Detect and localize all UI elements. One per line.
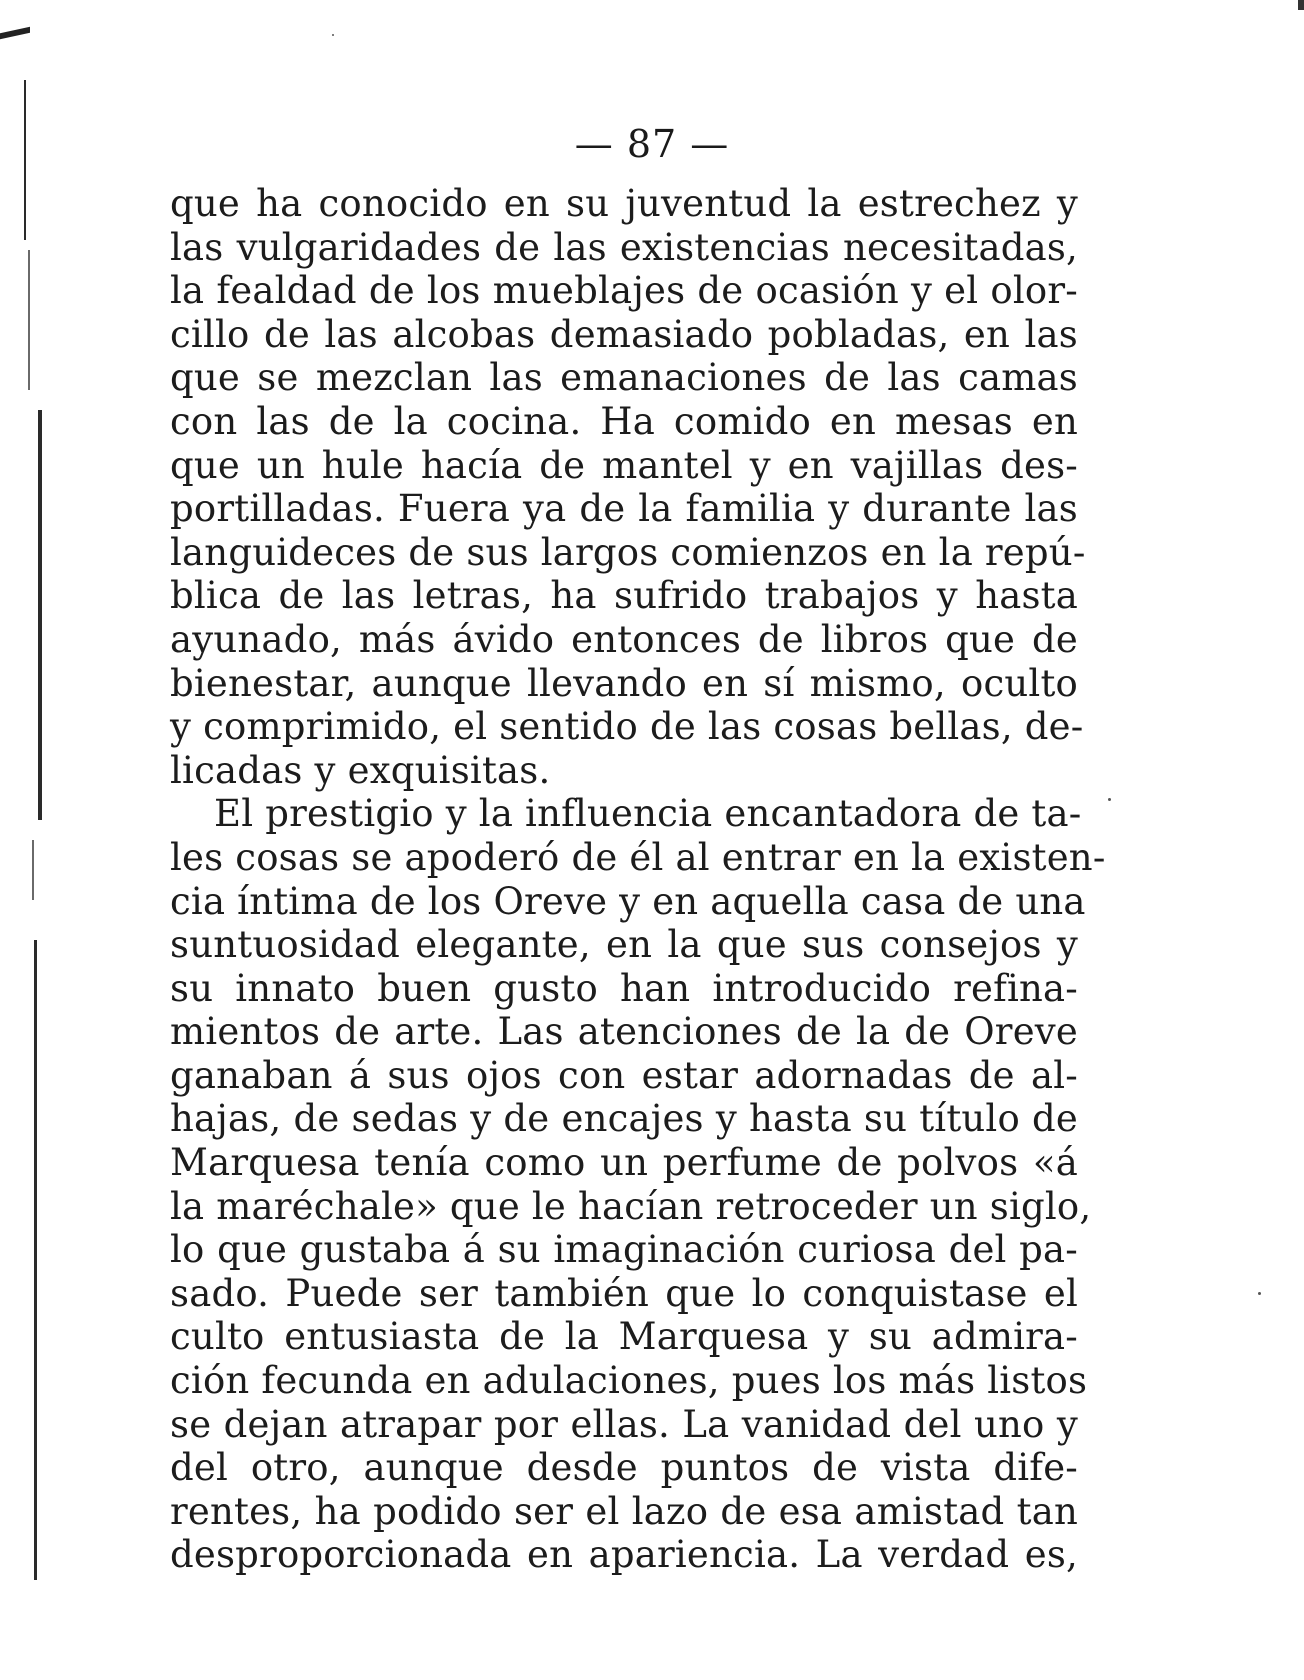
text-line: ción fecunda en adulaciones, pues los más listos xyxy=(170,1359,1088,1403)
text-line: ganaban á sus ojos con estar adornadas de al- xyxy=(170,1053,1078,1097)
text-line: la fealdad de los mueblajes de ocasión y el olor- xyxy=(170,269,1078,313)
text-line: lo que gustaba á su imaginación curiosa del pa- xyxy=(170,1228,1078,1272)
text-line: del otro, aunque desde puntos de vista dife- xyxy=(170,1446,1078,1490)
text-line: portilladas. Fuera ya de la familia y durante las xyxy=(170,487,1078,531)
text-line: mientos de arte. Las atenciones de la de Oreve xyxy=(170,1010,1078,1054)
dust-speck xyxy=(1258,1292,1261,1295)
scan-corner-mark xyxy=(0,27,30,39)
text-line: bienestar, aunque llevando en sí mismo, oculto xyxy=(170,661,1078,705)
dust-speck xyxy=(332,34,334,36)
text-line: se dejan atrapar por ellas. La vanidad del uno y xyxy=(170,1402,1078,1446)
scan-corner-mark-right xyxy=(1298,0,1304,10)
text-line: languideces de sus largos comienzos en la repú- xyxy=(170,530,1086,574)
body-text xyxy=(170,182,1106,1577)
dust-speck xyxy=(1108,798,1111,801)
text-line: suntuosidad elegante, en la que sus consejos y xyxy=(170,923,1078,967)
text-line: que un hule hacía de mantel y en vajillas des- xyxy=(170,443,1078,487)
text-line: rentes, ha podido ser el lazo de esa amistad tan xyxy=(170,1489,1078,1533)
text-line: licadas y exquisitas. xyxy=(170,748,551,792)
text-line: su innato buen gusto han introducido refina- xyxy=(170,966,1078,1010)
binding-edge xyxy=(18,80,48,1620)
text-line: culto entusiasta de la Marquesa y su admira- xyxy=(170,1315,1078,1359)
binding-speck xyxy=(32,840,34,900)
text-line: les cosas se apoderó de él al entrar en la existen- xyxy=(170,835,1106,879)
binding-stroke xyxy=(34,940,37,1580)
text-line: sado. Puede ser también que lo conquistase el xyxy=(170,1271,1078,1315)
text-line: que ha conocido en su juventud la estrechez y xyxy=(170,182,1078,225)
text-line: con las de la cocina. Ha comido en mesas en xyxy=(170,399,1078,443)
page-number: — 87 — xyxy=(574,122,730,166)
text-line: que se mezclan las emanaciones de las camas xyxy=(170,356,1078,400)
text-line: ayunado, más ávido entonces de libros que de xyxy=(170,617,1078,661)
text-line: las vulgaridades de las existencias necesitadas, xyxy=(170,225,1078,269)
binding-speck xyxy=(28,250,30,390)
text-line: cillo de las alcobas demasiado pobladas, en las xyxy=(170,312,1078,356)
text-line: cia íntima de los Oreve y en aquella casa de una xyxy=(170,879,1086,923)
text-line: blica de las letras, ha sufrido trabajos y hasta xyxy=(170,574,1078,618)
text-line: desproporcionada en apariencia. La verdad es, xyxy=(170,1533,1078,1577)
text-line: hajas, de sedas y de encajes y hasta su título de xyxy=(170,1097,1078,1141)
text-line: la maréchale» que le hacían retroceder un siglo, xyxy=(170,1184,1092,1228)
text-line: El prestigio y la influencia encantadora de ta- xyxy=(214,792,1082,836)
text-line: Marquesa tenía como un perfume de polvos «á xyxy=(170,1141,1078,1185)
binding-stroke xyxy=(38,410,42,820)
text-line: y comprimido, el sentido de las cosas bellas, de- xyxy=(170,705,1084,749)
